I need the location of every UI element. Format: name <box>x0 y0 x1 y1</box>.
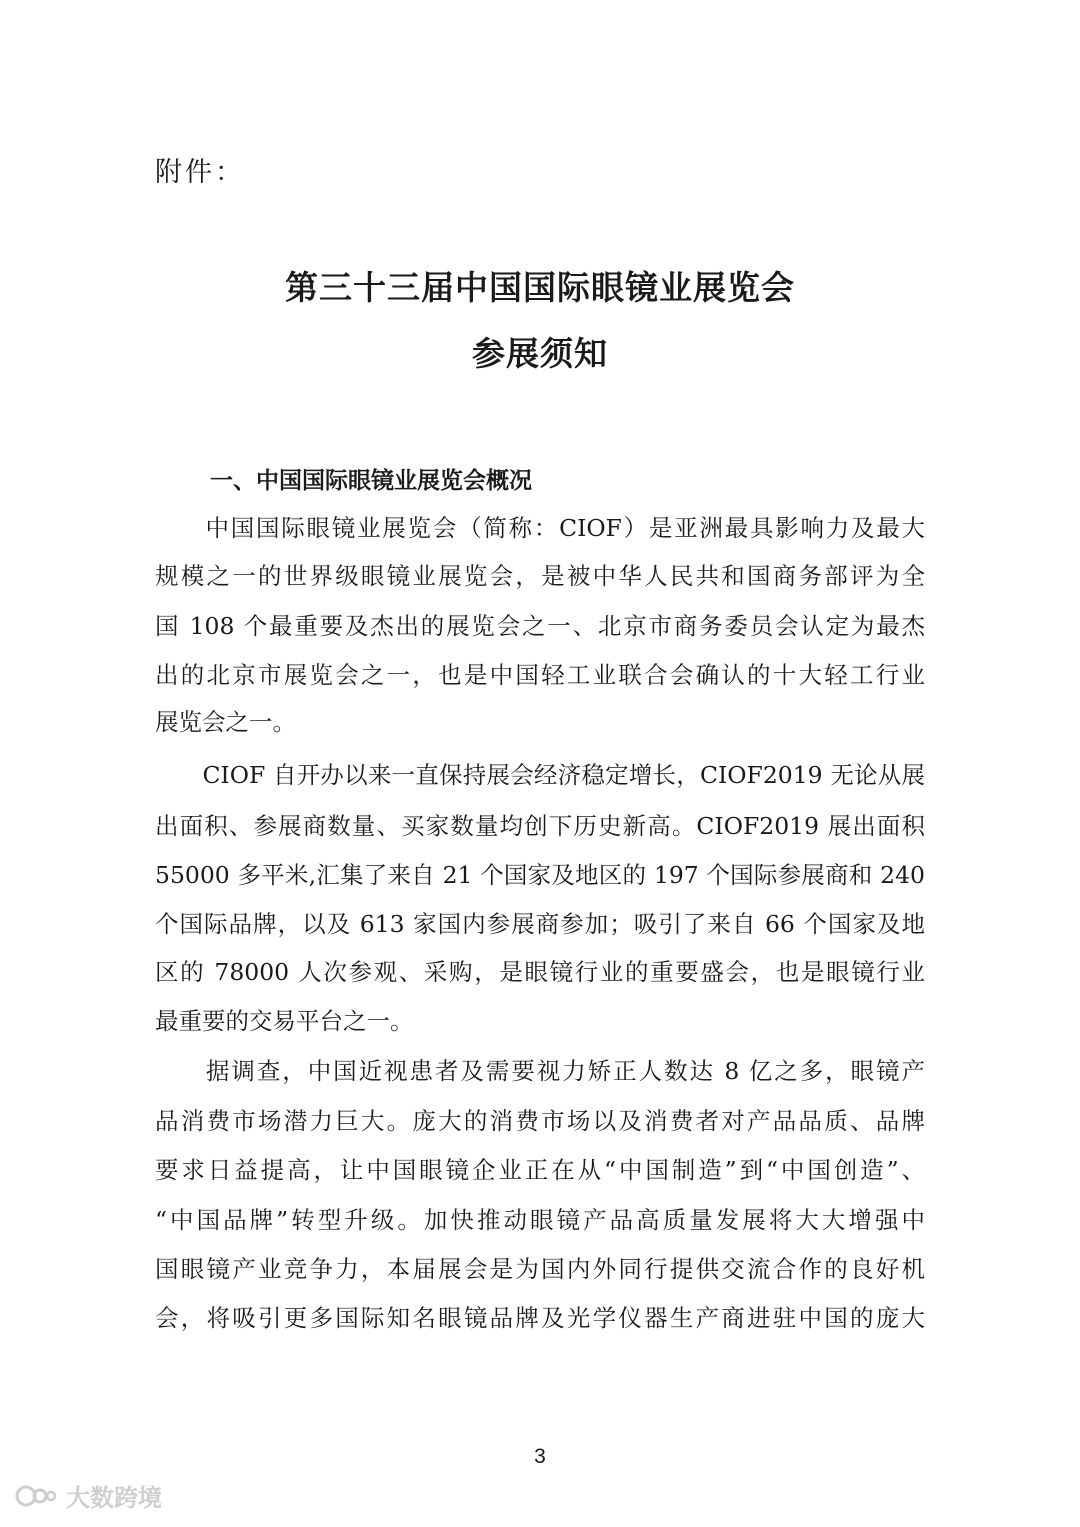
body-line: 品消费市场潜力巨大。庞大的消费市场以及消费者对产品品质、品牌 <box>155 1107 925 1135</box>
watermark-text: 大数跨境 <box>66 1484 162 1512</box>
body-line: 区的 78000 人次参观、采购，是眼镜行业的重要盛会，也是眼镜行业 <box>155 958 925 986</box>
document-subtitle: 参展须知 <box>472 334 608 373</box>
document-title: 第三十三届中国国际眼镜业展览会 <box>285 268 795 307</box>
body-line: 据调查，中国近视患者及需要视力矫正人数达 8 亿之多，眼镜产 <box>155 1057 925 1085</box>
body-line: 出面积、参展商数量、买家数量均创下历史新高。CIOF2019 展出面积 <box>155 812 925 840</box>
body-line: 55000 多平米,汇集了来自 21 个国家及地区的 197 个国际参展商和 240 <box>155 861 925 889</box>
body-line: 国眼镜产业竞争力，本届展会是为国内外同行提供交流合作的良好机 <box>155 1255 925 1283</box>
body-line: 最重要的交易平台之一。 <box>155 1007 414 1035</box>
watermark <box>14 1478 162 1513</box>
section-heading: 一、中国国际眼镜业展览会概况 <box>210 468 532 494</box>
body-line: 中国国际眼镜业展览会（简称：CIOF）是亚洲最具影响力及最大 <box>155 514 925 542</box>
body-line: 会，将吸引更多国际知名眼镜品牌及光学仪器生产商进驻中国的庞大 <box>155 1304 925 1332</box>
body-line: 要求日益提高，让中国眼镜企业正在从“中国制造”到“中国创造”、 <box>155 1156 925 1184</box>
attachment-label: 附件： <box>155 157 245 188</box>
body-line: 展览会之一。 <box>155 708 296 736</box>
body-line: “中国品牌”转型升级。加快推动眼镜产品高质量发展将大大增强中 <box>155 1206 925 1234</box>
body-line: 个国际品牌，以及 613 家国内参展商参加；吸引了来自 66 个国家及地 <box>155 910 925 938</box>
page-number: 3 <box>534 1445 546 1468</box>
body-line: 规模之一的世界级眼镜业展览会，是被中华人民共和国商务部评为全 <box>155 562 925 590</box>
body-line: CIOF 自开办以来一直保持展会经济稳定增长，CIOF2019 无论从展 <box>155 761 925 789</box>
body-line: 国 108 个最重要及杰出的展览会之一、北京市商务委员会认定为最杰 <box>155 612 925 640</box>
brand-logo-icon <box>14 1482 60 1510</box>
body-line: 出的北京市展览会之一，也是中国轻工业联合会确认的十大轻工行业 <box>155 661 925 689</box>
